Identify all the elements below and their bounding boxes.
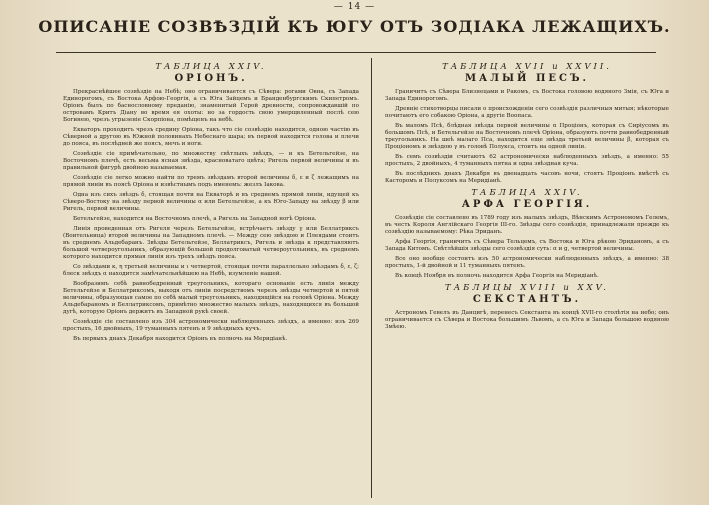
paragraph: Линія проведенная отъ Ригеля черезъ Бетельгейзе, встрѣчаетъ звѣзду γ или Беллатриксъ (Воительница) второй величины на Западномъ плечѣ. — Между сею звѣздою и Плеядами стоитъ въ среднемъ Альдебаранъ. Звѣзды Бетельгейзе, Беллатриксъ, Ригель и звѣзда κ представляютъ большой четвероугольникъ, образующій большой продолговатый четвероугольникъ, въ среднемъ которого находится прямая линія изъ трехъ звѣздъ пояса. xyxy=(63,226,359,260)
paragraph: Астрономъ Гевелъ въ Данцигѣ, перенесъ Секстанта въ концѣ XVII-го столѣтія на небо; онъ ограничивается съ Сѣвера и Востока большимъ Львомъ, а съ Юга и Запада большою водяною Змѣею. xyxy=(385,310,669,330)
paragraph: Арфа Георгія, граничитъ съ Сѣвера Тельцемъ, съ Востока и Юга рѣкою Эриданомъ, а съ Запада Китомъ. Свѣтлѣйшія звѣзды сего созвѣздія суть: α и g, четвертой величины. xyxy=(385,239,669,252)
paragraph: Въ семъ созвѣздіи считаютъ 62 астрономически наблюденныхъ звѣздъ, а именно: 55 простыхъ, 2 двойныхъ, 4 туманныхъ пятна и одна звѣздная куча. xyxy=(385,154,669,167)
paragraph: Со звѣздами κ, η третьей величины и ι четвертой, стоящая почти параллельно звѣздамъ δ, ε, ζ; блеск звѣздъ α находится замѣчательнѣйшею на Небѣ, изумленіе нашей. xyxy=(63,264,359,277)
table-label: ТАБЛИЦЫ XVIII и XXV. xyxy=(445,283,609,293)
paragraph: Бетельгейзе, находится на Восточномъ плечѣ, а Ригель на Западной ногѣ Оріона. xyxy=(73,216,317,222)
page-title: ОПИСАНІЕ СОЗВѢЗДІЙ КЪ ЮГУ ОТЪ ЗОДІАКА ЛЕЖАЩИХЪ. xyxy=(38,17,671,36)
paragraph: Въ первыхъ днахъ Декабря находится Оріонъ въ полночь на Меридіанѣ. xyxy=(73,336,288,342)
paragraph: Созвѣздіе сіе составлено въ 1789 году изъ малыхъ звѣздъ, Вѣнскимъ Астрономомъ Гелемъ, въ честь Короля Англійскаго Георгія III-го. Звѣзды сего созвѣздія, принадлежали прежде къ созвѣздію называемому: Рѣка Эриданъ. xyxy=(385,215,669,235)
paragraph: Созвѣздіе сіе примѣчательно, по множеству свѣтлыхъ звѣздъ, — и къ Бетельгейзе, на Восточномъ плечѣ, есть весьма ясная звѣзда, красноватаго цвѣта; Ригель первой величины и въ правильной фигурѣ двойною называемая. xyxy=(63,151,359,171)
section-title: ОРІОНЪ. xyxy=(174,73,248,84)
page-number: — 14 — xyxy=(333,2,376,12)
paragraph: Древніе стихотворцы писали о происхожденіи сего созвѣздія различныя митыя; нѣкоторые почитаютъ его собакою Оріона, а другіе Воопаса. xyxy=(385,106,669,119)
paragraph: Созвѣздіе сіе составлено изъ 304 астрономически наблюденныхъ звѣздъ, а именно: изъ 269 простыхъ, 16 двойныхъ, 19 туманныхъ пятенъ и 9 звѣздныхъ кучъ. xyxy=(63,319,359,332)
column-divider xyxy=(371,58,372,498)
table-label: ТАБЛИЦА XXIV. xyxy=(155,62,267,72)
paragraph: Въ концѣ Ноября въ полночь находится Арфа Георгія на Меридіанѣ. xyxy=(395,273,599,279)
section-title: МАЛЫЙ ПЕСЪ. xyxy=(464,73,590,84)
section-title: СЕКСТАНТЪ. xyxy=(472,294,582,305)
paragraph: Прекраснѣйшее созвѣздіе на Небѣ; оно ограничивается съ Сѣвера: рогами Овна, съ Запада Единорогомъ, съ Востока Арфою-Георгія, а съ Юга Зайцемъ и Бранденбургскимъ Скипетромъ. Оріонъ былъ по баснословному преданію, знаменитый Герой древности, сопровождавшій по островамъ Критъ Діану во время ея охоты: но за гордость свою умерщвленный послѣ сею Богинею, чрезъ угрызеніе Скорпіона, помѣщенъ на небѣ. xyxy=(63,89,359,123)
paragraph: Вообразимъ себѣ равнобедренный треугольникъ, котораго основаніе есть линія между Бетельгейзе и Беллатриксомъ, выходя отъ линіи посредствомъ черезъ звѣзды четвертой и пятой величины, образующая самое по себѣ малый треугольникъ, находящійся на головѣ Оріона. Между Альдебараномъ и Беллатриксомъ, примѣтно множество малыхъ звѣздъ, находящихся въ большой дугѣ, которую Оріонъ держитъ въ Западной рукѣ своей. xyxy=(63,281,359,315)
left-column xyxy=(63,60,359,500)
paragraph: Въ послѣднихъ днахъ Декабря въ двенадцать часовъ ночи, стоятъ Проціонъ вмѣстѣ съ Касторомъ и Полуксомъ на Меридіанѣ. xyxy=(385,171,669,184)
table-label: ТАБЛИЦА XXIV. xyxy=(471,188,583,198)
paragraph: Граничитъ съ Сѣвера Близнецами и Ракомъ, съ Востока головою водяного Змія, съ Юга и Запада Единорогомъ. xyxy=(385,89,669,102)
paragraph: Въ маломъ Псѣ, блѣдная звѣзда первой величины α Проціонъ, которая съ Сиріусомъ въ большомъ Псѣ, и Бетельгейзе на Восточномъ плечѣ Оріона, образуютъ почти равнобедренный треугольникъ. На шеѣ малаго Пса, находится еще звѣзда третьей величины β, которая съ Проціономъ и звѣздою γ въ головѣ Полукса, стоитъ на одной линіи. xyxy=(385,123,669,150)
paragraph: Созвѣздіе сіе легко можно найти по тремъ звѣздамъ второй величины δ, ε и ζ лежащимъ на прямой линіи въ поясѣ Оріона и извѣстнымъ подъ именемъ: жезлъ Іакова. xyxy=(63,175,359,188)
title-divider xyxy=(56,52,656,53)
section-title: АРФА ГЕОРГІЯ. xyxy=(461,199,593,210)
paragraph: Одна изъ сихъ звѣздъ δ, стоящая почти на Екваторѣ и въ среднемъ прямой линіи, идущей къ Сѣверо-Востоку на звѣзду первой величины α или Бетельгейзе, а къ Юго-Западу на звѣзду β или Ригель, первой величины. xyxy=(63,192,359,212)
paragraph: Екваторъ проходитъ чрезъ средину Оріона, такъ что сіе созвѣздіе находится, одною частію въ Сѣверной а другою въ Южной половинахъ Небеснаго шара; въ первой находится голова и плечи до пояса, въ послѣдней же поясъ, мечъ и ноги. xyxy=(63,127,359,147)
right-column xyxy=(385,60,669,500)
paragraph: Все оно вообще состоитъ изъ 50 астрономически наблюденныхъ звѣздъ, а именно: 38 простыхъ, 1-й двойной и 11 туманныхъ пятенъ. xyxy=(385,256,669,269)
table-label: ТАБЛИЦА XVII и XXVII. xyxy=(442,62,612,72)
